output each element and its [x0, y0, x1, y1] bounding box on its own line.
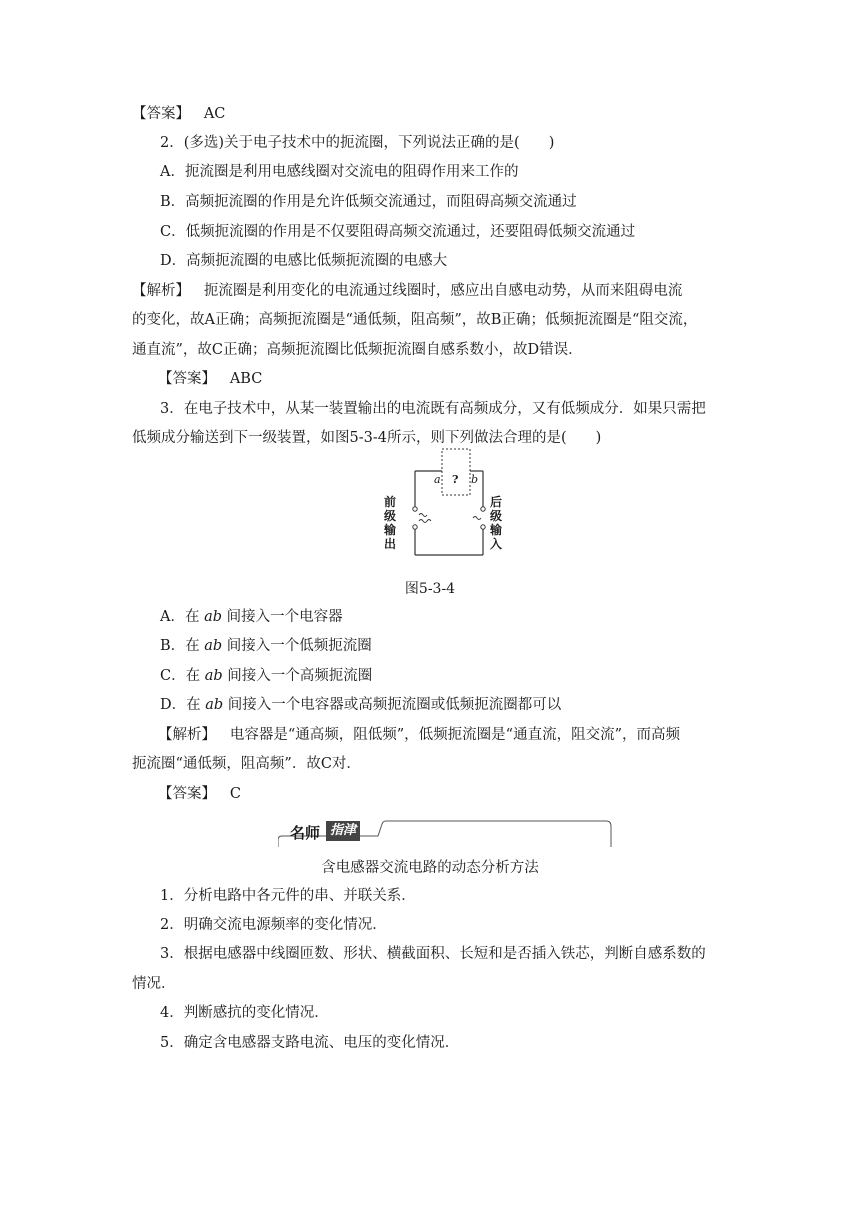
guide-item-1: 1．分析电路中各元件的串、并联关系． [160, 888, 416, 904]
banner-label-b: 指津 [326, 821, 360, 841]
q3-option-a [160, 607, 343, 627]
guide-item-3-cont: 情况． [132, 976, 176, 992]
label-char: 级 [384, 509, 397, 523]
option-text: 间接入一个高频扼流圈 [222, 668, 373, 684]
q1-answer-line [132, 104, 225, 124]
option-ab: ab [204, 668, 223, 684]
guide-item-4: 4．判断感抗的变化情况． [160, 1005, 329, 1021]
q2-analysis-line1 [132, 281, 682, 301]
option-prefix: B．在 [160, 638, 205, 654]
q2-stem: 2．(多选)关于电子技术中的扼流圈，下列说法正确的是( ) [160, 135, 555, 151]
q2-option-a: A．扼流圈是利用电感线圈对交流电的阻碍作用来工作的 [160, 164, 519, 180]
label-char: 输 [384, 523, 397, 537]
option-ab: ab [204, 609, 223, 625]
q3-option-b [160, 636, 372, 656]
answer-value: AC [203, 106, 226, 122]
option-ab: ab [204, 638, 223, 654]
q2-option-d: D．高频扼流圈的电感比低频扼流圈的电感大 [160, 253, 448, 269]
analysis-tag: 【解析】 [132, 283, 190, 299]
guide-title: 含电感器交流电路的动态分析方法 [321, 860, 539, 876]
front-output-label [384, 495, 398, 551]
q2-option-c: C．低频扼流圈的作用是不仅要阻碍高频交流通过，还要阻碍低频交流通过 [160, 224, 636, 240]
figure-caption: 图5-3-4 [404, 581, 456, 597]
option-prefix: D．在 [160, 697, 206, 713]
label-b: b [471, 473, 479, 486]
answer-value: ABC [229, 371, 263, 387]
q2-analysis-line2: 的变化，故A正确；高频扼流圈是“通低频，阻高频”，故B正确；低频扼流圈是“阻交流， [132, 312, 698, 328]
answer-tag: 【答案】 [158, 371, 216, 387]
unknown-component-box [442, 449, 470, 495]
label-char: 前 [384, 495, 397, 509]
q3-stem-line2: 低频成分输送到下一级装置，如图5-3-4所示，则下列做法合理的是( ) [132, 430, 602, 446]
option-prefix: A．在 [160, 609, 205, 625]
option-text: 间接入一个电容器或高频扼流圈或低频扼流圈都可以 [223, 697, 562, 713]
label-char: 输 [490, 523, 503, 537]
left-terminal-top [413, 507, 417, 511]
label-question: ? [452, 473, 459, 486]
analysis-tag: 【解析】 [158, 727, 216, 743]
q3-answer-line [158, 784, 241, 804]
label-char: 级 [490, 509, 503, 523]
q3-analysis-line1 [158, 725, 680, 745]
banner-label-a: 名师 [290, 824, 321, 842]
q3-option-d [160, 695, 561, 715]
answer-tag: 【答案】 [132, 106, 190, 122]
analysis-text: 扼流圈是利用变化的电流通过线圈时，感应出自感电动势，从而来阻碍电流 [203, 283, 683, 299]
label-char: 出 [384, 537, 397, 551]
answer-value: C [229, 786, 241, 802]
option-ab: ab [205, 697, 224, 713]
q3-analysis-line2: 扼流圈“通低频，阻高频”．故C对． [132, 756, 361, 772]
label-a: a [434, 473, 441, 486]
answer-tag: 【答案】 [158, 786, 216, 802]
q3-stem-line1: 3．在电子技术中，从某一装置输出的电流既有高频成分，又有低频成分．如果只需把 [160, 401, 706, 417]
q3-option-c [160, 666, 372, 686]
label-char: 入 [490, 537, 503, 551]
label-char: 后 [490, 495, 503, 509]
option-prefix: C．在 [160, 668, 205, 684]
guide-item-2: 2．明确交流电源频率的变化情况． [160, 917, 387, 933]
q2-option-b: B．高频扼流圈的作用是允许低频交流通过，而阻碍高频交流通过 [160, 194, 577, 210]
teacher-tips-banner [278, 818, 613, 848]
guide-item-5: 5．确定含电感器支路电流、电压的变化情况． [160, 1035, 460, 1051]
circuit-figure [370, 447, 510, 567]
left-terminal-bottom [413, 525, 417, 529]
right-terminal-bottom [481, 525, 485, 529]
guide-item-3: 3．根据电感器中线圈匝数、形状、横截面积、长短和是否插入铁芯，判断自感系数的 [160, 946, 706, 962]
option-text: 间接入一个电容器 [222, 609, 343, 625]
analysis-text: 电容器是“通高频，阻低频”，低频扼流圈是“通直流，阻交流”，而高频 [229, 727, 680, 743]
q2-analysis-line3: 通直流”，故C正确；高频扼流圈比低频扼流圈自感系数小，故D错误． [132, 342, 583, 358]
option-text: 间接入一个低频扼流圈 [222, 638, 372, 654]
right-terminal-top [481, 507, 485, 511]
q2-answer-line [158, 369, 262, 389]
rear-input-label [490, 495, 504, 551]
